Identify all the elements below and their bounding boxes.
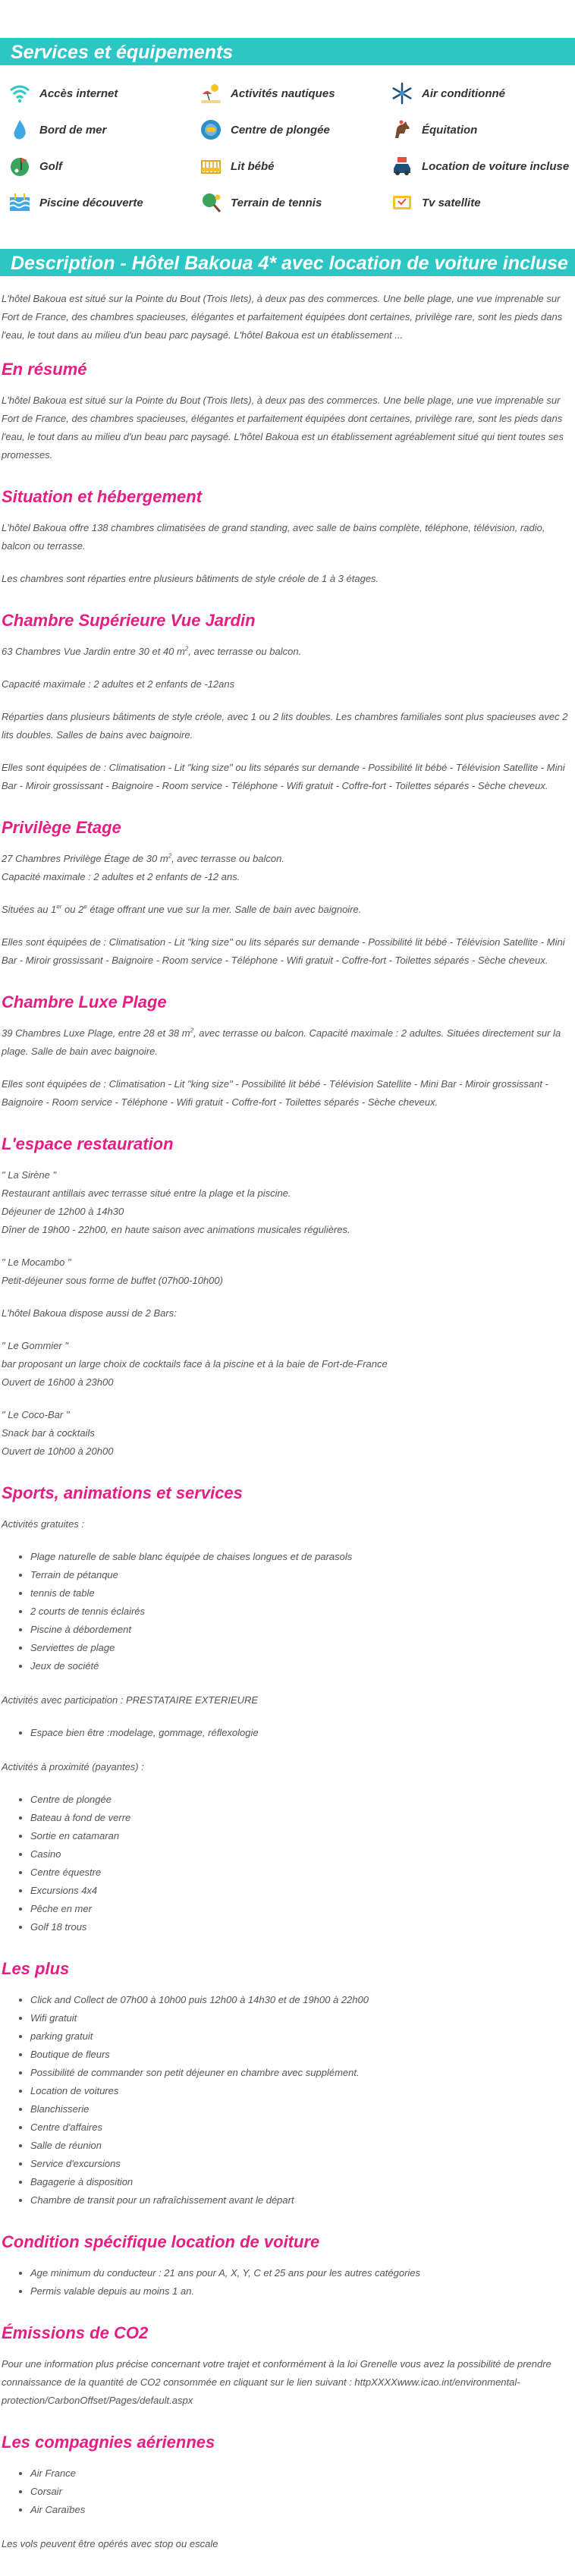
section-title-situation: Situation et hébergement — [2, 487, 203, 506]
list-item: • Plage naturelle de sable blanc équipée de chaises longues et de parasols — [30, 1548, 573, 1566]
situation-text: L'hôtel Bakoua offre 138 chambres climatisées de grand standing, avec salle de bains complète, téléphone, télévision, radio, balcon ou terrasse. — [2, 522, 545, 552]
amenity-item — [199, 190, 390, 215]
amenity-label: Équitation — [422, 123, 478, 137]
beach-icon — [199, 81, 223, 105]
list-item: • Possibilité de commander son petit déjeuner en chambre avec supplément. — [30, 2064, 573, 2082]
privilege-floors: Situées au 1er ou 2e étage offrant une vue sur la mer. Salle de bain avec baignoire. — [2, 903, 362, 915]
pool-icon — [8, 190, 32, 215]
list-item: • Location de voitures — [30, 2082, 573, 2100]
amenity-item — [8, 153, 199, 179]
list-item: • Centre d'affaires — [30, 2118, 573, 2137]
privilege-equipment: Elles sont équipées de : Climatisation - Lit "king size" ou lits séparés sur demande - Possibilité lit bébé - Télévision Satellite - Mini Bar - Miroir grossissant - Baignoire - Room service - Téléphone - Wifi gratuit - Coffre-fort - Toilettes séparés - Sèche cheveux. — [2, 936, 565, 966]
list-item: • Service d'excursions — [30, 2155, 573, 2173]
resume-text: L'hôtel Bakoua est situé sur la Pointe du Bout (Trois Ilets), à deux pas des commerces. Une belle plage, une vue imprenable sur Fort de France, des chambres spacieuses, élégantes et parfaitement équipées dont certaines, privilège rare, sont les pieds dans l'eau, le tout dans au milieu d'un beau parc paysagé. L'hôtel Bakoua est un établissement agréablement situé qui tient toutes ses promesses. — [2, 395, 564, 461]
amenities-title: Services et équipements — [0, 38, 575, 65]
list-item: • Salle de réunion — [30, 2137, 573, 2155]
section-title-condition: Condition spécifique location de voiture — [2, 2232, 320, 2251]
amenity-label: Bord de mer — [39, 123, 107, 137]
bar-cocobar: " Le Coco-Bar " Snack bar à cocktails Ouvert de 10h00 à 20h00 — [2, 1409, 114, 1457]
diving-icon — [199, 118, 223, 142]
list-item: • Serviettes de plage — [30, 1639, 573, 1657]
list-item: • Air Caraïbes — [30, 2501, 573, 2519]
section-title-sports: Sports, animations et services — [2, 1483, 243, 1502]
golf-icon — [8, 154, 32, 178]
privilege-surface: 27 Chambres Privilège Étage de 30 $m^2$, avec terrasse ou balcon. Capacité maximale : 2 adultes et 2 enfants de -12 ans. — [2, 852, 284, 882]
condition-list — [30, 2264, 573, 2301]
amenity-label: Activités nautiques — [231, 86, 335, 100]
amenity-label: Terrain de tennis — [231, 196, 322, 209]
section-title-plus: Les plus — [2, 1959, 70, 1978]
section-title-airlines: Les compagnies aériennes — [2, 2433, 215, 2452]
amenity-item — [8, 80, 199, 106]
bar-gommier: " Le Gommier " bar proposant un large choix de cocktails face à la piscine et à la baie de Fort-de-France Ouvert de 16h00 à 23h00 — [2, 1340, 388, 1388]
list-item: • Permis valable depuis au moins 1 an. — [30, 2282, 573, 2301]
tennis-icon — [199, 190, 223, 215]
amenity-item — [199, 117, 390, 143]
amenity-label: Centre de plongée — [231, 123, 330, 137]
amenity-label: Tv satellite — [422, 196, 481, 209]
list-item: • parking gratuit — [30, 2027, 573, 2046]
jardin-capacity: Capacité maximale : 2 adultes et 2 enfants de -12ans — [2, 678, 235, 690]
section-title-resume: En résumé — [2, 360, 87, 379]
car-rental-icon — [390, 154, 414, 178]
amenity-item — [390, 190, 575, 215]
list-item: • Age minimum du conducteur : 21 ans pour A, X, Y, C et 25 ans pour les autres catégories — [30, 2264, 573, 2282]
free-activities-label: Activités gratuites : — [2, 1518, 85, 1530]
amenity-label: Lit bébé — [231, 159, 275, 173]
amenity-item — [199, 80, 390, 106]
amenity-item — [390, 153, 575, 179]
list-item: • Blanchisserie — [30, 2100, 573, 2118]
luxe-surface: 39 Chambres Luxe Plage, entre 28 et 38 $m^2$, avec terrasse ou balcon. Capacité maximale : 2 adultes. Situées directement sur la plage. Salle de bain avec baignoire. — [2, 1027, 561, 1057]
nearby-activities-list — [30, 1791, 573, 1936]
list-item: • 2 courts de tennis éclairés — [30, 1603, 573, 1621]
amenity-label: Golf — [39, 159, 62, 173]
list-item: • Corsair — [30, 2483, 573, 2501]
amenity-item — [8, 117, 199, 143]
paid-activities-list — [30, 1724, 573, 1742]
restaurant-sirene: " La Sirène " Restaurant antillais avec terrasse situé entre la plage et la piscine. Déjeuner de 12h00 à 14h30 Dîner de 19h00 - 22h00, en haute saison avec animations musicales régulières. — [2, 1169, 350, 1235]
amenity-item — [8, 190, 199, 215]
list-item: • Espace bien être :modelage, gommage, réflexologie — [30, 1724, 573, 1742]
section-title-restauration: L'espace restauration — [2, 1134, 174, 1153]
co2-text: Pour une information plus précise concernant votre trajet et conformément à la loi Grenelle vous avez la possibilité de prendre connaissance de la quantité de CO2 consommée en cliquant sur le lien suivant : httpXXXXwww.icao.int/environmental-protection/CarbonOffset/Pages/default.aspx — [2, 2358, 551, 2406]
crib-icon — [199, 154, 223, 178]
water-drop-icon — [8, 118, 32, 142]
list-item: • Centre de plongée — [30, 1791, 573, 1809]
list-item: • Casino — [30, 1845, 573, 1864]
amenity-label: Accès internet — [39, 86, 118, 100]
jardin-equipment: Elles sont équipées de : Climatisation - Lit "king size" ou lits séparés sur demande - Possibilité lit bébé - Télévision Satellite - Mini Bar - Miroir grossissant - Baignoire - Room service - Téléphone - Wifi gratuit - Coffre-fort - Toilettes séparés - Sèche cheveux. — [2, 762, 565, 791]
free-activities-list — [30, 1548, 573, 1675]
list-item: • Excursions 4x4 — [30, 1882, 573, 1900]
situation-text: Les chambres sont réparties entre plusieurs bâtiments de style créole de 1 à 3 étages. — [2, 573, 379, 584]
list-item: • Bateau à fond de verre — [30, 1809, 573, 1827]
horse-icon — [390, 118, 414, 142]
nearby-activities-label: Activités à proximité (payantes) : — [2, 1761, 144, 1772]
list-item: • Air France — [30, 2464, 573, 2483]
amenity-item — [390, 80, 575, 106]
intro-text: L'hôtel Bakoua est situé sur la Pointe du Bout (Trois Ilets), à deux pas des commerces. Une belle plage, une vue imprenable sur Fort de France, des chambres spacieuses, élégantes et parfaitement équipées dont certaines, privilège rare, sont les pieds dans l'eau, le tout dans au milieu d'un beau parc paysagé. L'hôtel Bakoua est un établissement ... — [2, 293, 563, 341]
bars-intro: L'hôtel Bakoua dispose aussi de 2 Bars: — [2, 1307, 177, 1319]
list-item: • Terrain de pétanque — [30, 1566, 573, 1584]
tv-icon — [390, 190, 414, 215]
amenity-item — [199, 153, 390, 179]
amenity-label: Air conditionné — [422, 86, 505, 100]
list-item: • Jeux de société — [30, 1657, 573, 1675]
paid-activities-label: Activités avec participation : PRESTATAIRE EXTERIEURE — [2, 1694, 259, 1706]
wifi-icon — [8, 81, 32, 105]
list-item: • tennis de table — [30, 1584, 573, 1603]
section-title-co2: Émissions de CO2 — [2, 2323, 149, 2342]
amenity-item — [390, 117, 575, 143]
airlines-list — [30, 2464, 573, 2519]
amenity-label: Piscine découverte — [39, 196, 143, 209]
list-item: • Wifi gratuit — [30, 2009, 573, 2027]
list-item: • Centre équestre — [30, 1864, 573, 1882]
description-title: Description - Hôtel Bakoua 4* avec location de voiture incluse — [0, 249, 575, 276]
amenities-grid — [0, 80, 575, 215]
amenity-label: Location de voiture incluse — [422, 159, 570, 173]
list-item: • Click and Collect de 07h00 à 10h00 puis 12h00 à 14h30 et de 19h00 à 22h00 — [30, 1991, 573, 2009]
jardin-surface: 63 Chambres Vue Jardin entre 30 et 40 $m^2$, avec terrasse ou balcon. — [2, 645, 302, 657]
list-item: • Boutique de fleurs — [30, 2046, 573, 2064]
section-title-luxe: Chambre Luxe Plage — [2, 992, 167, 1011]
list-item: • Pêche en mer — [30, 1900, 573, 1918]
plus-list — [30, 1991, 573, 2210]
restaurant-mocambo: " Le Mocambo " Petit-déjeuner sous forme de buffet (07h00-10h00) — [2, 1257, 223, 1286]
description-content — [0, 290, 575, 2553]
list-item: • Piscine à débordement — [30, 1621, 573, 1639]
airlines-note: Les vols peuvent être opérés avec stop ou escale — [2, 2538, 218, 2549]
snowflake-icon — [390, 81, 414, 105]
list-item: • Bagagerie à disposition — [30, 2173, 573, 2191]
luxe-equipment: Elles sont équipées de : Climatisation - Lit "king size" - Possibilité lit bébé - Télévision Satellite - Mini Bar - Miroir grossissant - Baignoire - Room service - Téléphone - Wifi gratuit - Coffre-fort - Toilettes séparés - Sèche cheveux. — [2, 1078, 548, 1108]
section-title-jardin: Chambre Supérieure Vue Jardin — [2, 611, 256, 630]
list-item: • Chambre de transit pour un rafraîchissement avant le départ — [30, 2191, 573, 2210]
list-item: • Golf 18 trous — [30, 1918, 573, 1936]
jardin-description: Réparties dans plusieurs bâtiments de style créole, avec 1 ou 2 lits doubles. Les chambres familiales sont plus spacieuses avec 2 lits doubles. Salles de bains avec baignoire. — [2, 711, 568, 741]
list-item: • Sortie en catamaran — [30, 1827, 573, 1845]
section-title-privilege: Privilège Etage — [2, 818, 121, 837]
